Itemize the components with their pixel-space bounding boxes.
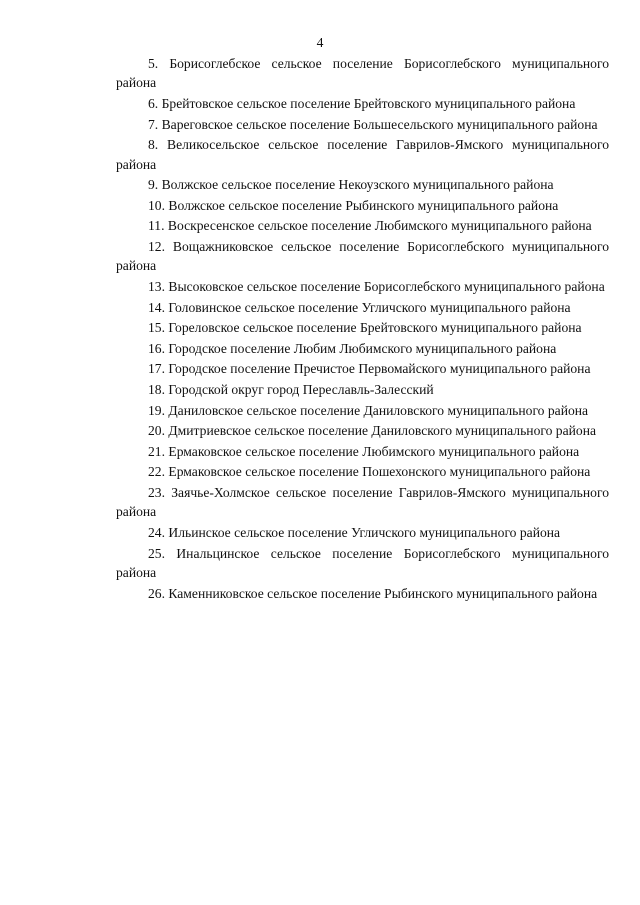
list-item: 18. Городской округ город Переславль-Залесский <box>148 381 434 397</box>
list-item: 19. Даниловское сельское поселение Даниловского муниципального района <box>148 402 589 418</box>
list-item: 20. Дмитриевское сельское поселение Даниловского муниципального района <box>148 423 597 439</box>
list-item: 25. Инальцинское сельское поселение Борисоглебского муниципального района <box>116 545 609 580</box>
list-item: 24. Ильинское сельское поселение Угличского муниципального района <box>148 524 561 540</box>
list-item: 26. Каменниковское сельское поселение Рыбинского муниципального района <box>148 585 598 601</box>
list-item: 17. Городское поселение Пречистое Первомайского муниципального района <box>148 361 591 377</box>
list-item: 9. Волжское сельское поселение Некоузского муниципального района <box>148 177 554 193</box>
list-item: 5. Борисоглебское сельское поселение Борисоглебского муниципального района <box>116 56 609 91</box>
list-item: 15. Гореловское сельское поселение Брейтовского муниципального района <box>148 320 582 336</box>
list-item: 12. Вощажниковское сельское поселение Борисоглебского муниципального района <box>116 238 609 274</box>
settlement-list <box>116 54 609 604</box>
list-item: 7. Вареговское сельское поселение Большесельского муниципального района <box>148 116 598 132</box>
list-item: 23. Заячье-Холмское сельское поселение Гаврилов-Ямского муниципального района <box>116 484 609 520</box>
page-number: 4 <box>316 35 324 50</box>
list-item: 13. Высоковское сельское поселение Борисоглебского муниципального района <box>148 278 605 294</box>
list-item: 11. Воскресенское сельское поселение Любимского муниципального района <box>148 218 592 234</box>
list-item: 10. Волжское сельское поселение Рыбинского муниципального района <box>148 197 559 213</box>
list-item: 14. Головинское сельское поселение Угличского муниципального района <box>148 299 571 315</box>
list-item: 8. Великосельское сельское поселение Гаврилов-Ямского муниципального района <box>116 137 609 172</box>
list-item: 22. Ермаковское сельское поселение Пошехонского муниципального района <box>148 464 591 480</box>
list-item: 21. Ермаковское сельское поселение Любимского муниципального района <box>148 443 580 459</box>
list-item: 6. Брейтовское сельское поселение Брейтовского муниципального района <box>148 96 576 111</box>
list-item: 16. Городское поселение Любим Любимского муниципального района <box>148 340 557 356</box>
